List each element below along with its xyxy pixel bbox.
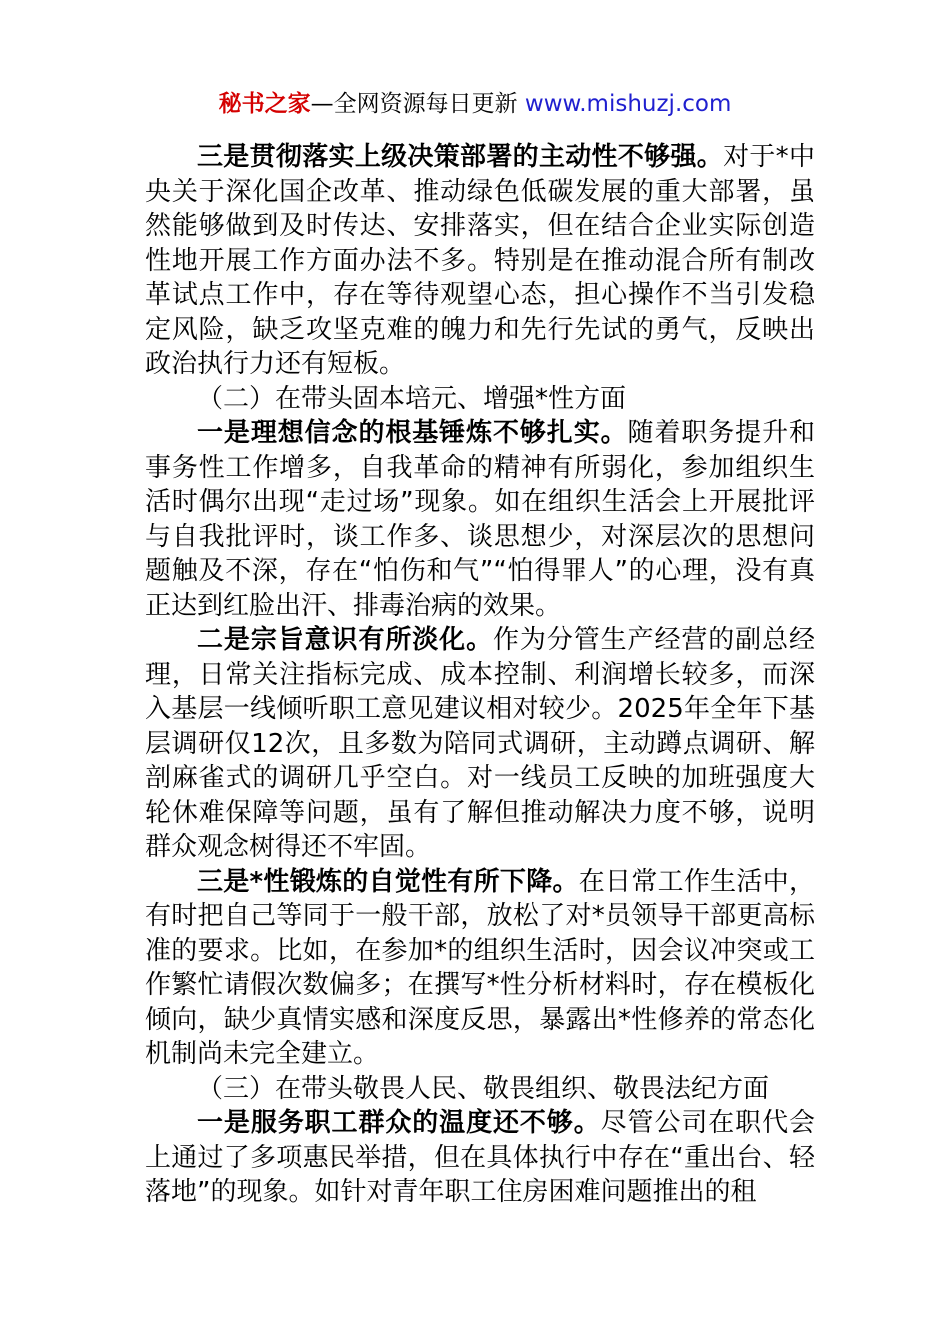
site-header: [0, 88, 950, 120]
site-url-link[interactable]: www.mishuzj.com: [524, 91, 732, 117]
paragraph-text: 尽管公司在职代会上通过了多项惠民举措，但在具体执行中存在“重出台、轻落地”的现象。如针对青年职工住房困难问题推出的租: [145, 1108, 815, 1207]
paragraph: [145, 140, 815, 382]
paragraph-text: 随着职务提升和事务性工作增多，自我革命的精神有所弱化，参加组织生活时偶尔出现“走过场”现象。如在组织生活会上开展批评与自我批评时，谈工作多、谈思想少，对深层次的思想问题触及不深，存在“怕伤和气”“怕得罪人”的心理，没有真正达到红脸出汗、排毒治病的效果。: [145, 418, 815, 621]
paragraph-text: 在日常工作生活中，有时把自己等同于一般干部，放松了对*员领导干部更高标准的要求。比如，在参加*的组织生活时，因会议冲突或工作繁忙请假次数偏多；在撰写*性分析材料时，存在模板化倾向，缺少真情实感和深度反思，暴露出*性修养的常态化机制尚未完全建立。: [145, 866, 815, 1069]
paragraph-text: 对于*中央关于深化国企改革、推动绿色低碳发展的重大部署，虽然能够做到及时传达、安排落实，但在结合企业实际创造性地开展工作方面办法不多。特别是在推动混合所有制改革试点工作中，存在等待观望心态，担心操作不当引发稳定风险，缺乏攻坚克难的魄力和先行先试的勇气，反映出政治执行力还有短板。: [145, 142, 815, 379]
paragraph: [145, 1106, 815, 1210]
site-slogan: —全网资源每日更新: [310, 91, 525, 117]
site-name: 秘书之家: [218, 91, 311, 117]
paragraph-lead: 三是*性锻炼的自觉性有所下降。: [197, 866, 579, 897]
paragraph: [145, 416, 815, 623]
paragraph: [145, 865, 815, 1072]
paragraph-lead: 二是宗旨意识有所淡化。: [197, 625, 493, 655]
document-body: [145, 140, 815, 1210]
paragraph-lead: 一是服务职工群众的温度还不够。: [197, 1108, 601, 1138]
paragraph-lead: 一是理想信念的根基锤炼不够扎实。: [197, 418, 628, 448]
section-subheading: （三）在带头敬畏人民、敬畏组织、敬畏法纪方面: [197, 1073, 770, 1104]
section-subheading: （二）在带头固本培元、增强*性方面: [197, 383, 627, 414]
paragraph-lead: 三是贯彻落实上级决策部署的主动性不够强。: [197, 142, 724, 172]
paragraph: [145, 623, 815, 865]
paragraph-text: 作为分管生产经营的副总经理，日常关注指标完成、成本控制、利润增长较多，而深入基层一线倾听职工意见建议相对较少。2025年全年下基层调研仅12次，且多数为陪同式调研，主动蹲点调研、解剖麻雀式的调研几乎空白。对一线员工反映的加班强度大轮休难保障等问题，虽有了解但推动解决力度不够，说明群众观念树得还不牢固。: [145, 625, 815, 862]
